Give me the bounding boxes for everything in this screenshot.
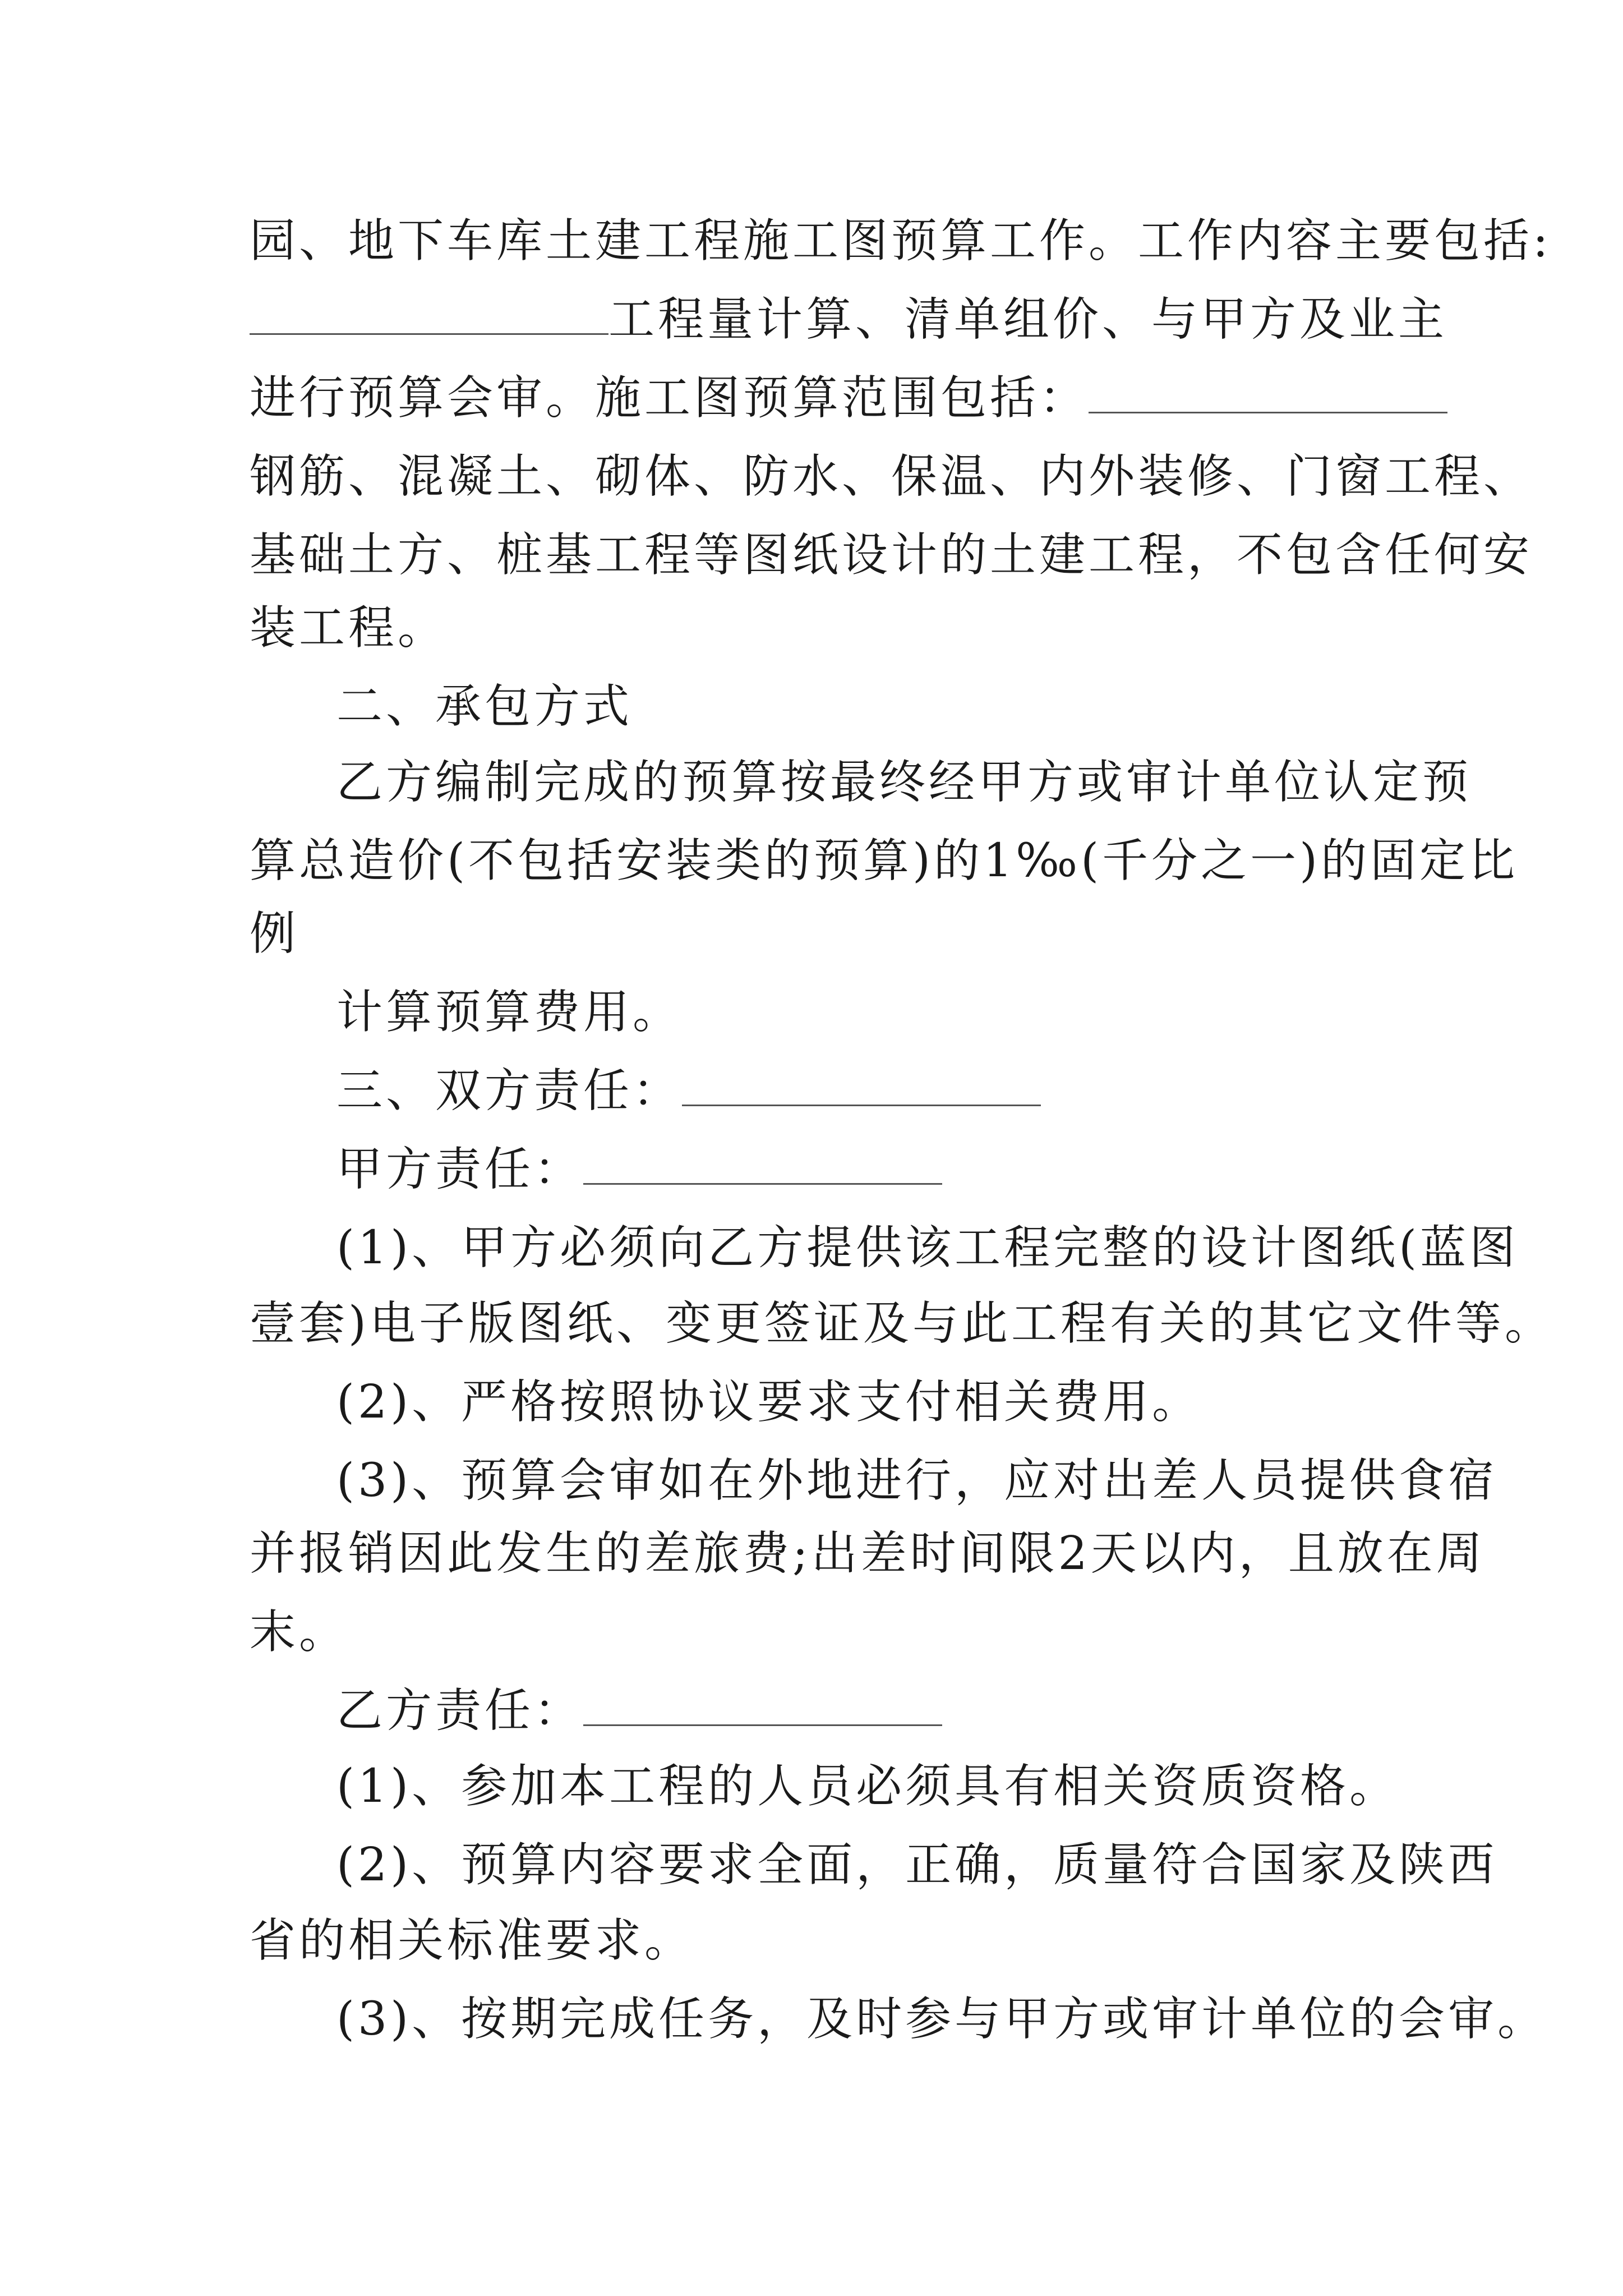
fill-in-blank [250, 293, 608, 335]
text-line: 园、地下车库土建工程施工图预算工作。工作内容主要包括: [250, 214, 1552, 268]
text-line: 末。 [250, 1605, 349, 1659]
text-line: (1)、参加本工程的人员必须具有相关资质资格。 [336, 1760, 1399, 1813]
fill-in-blank [682, 1064, 1041, 1106]
subsection-heading: 甲方责任： [336, 1142, 942, 1198]
text-line: 进行预算会审。施工图预算范围包括： [250, 370, 1447, 426]
text-line: (1)、甲方必须向乙方提供该工程完整的设计图纸(蓝图 [336, 1221, 1519, 1274]
fill-in-blank [1089, 371, 1447, 413]
section-heading: 二、承包方式 [336, 680, 633, 733]
text-line: (3)、按期完成任务，及时参与甲方或审计单位的会审。 [336, 1993, 1547, 2046]
text-line: (3)、预算会审如在外地进行，应对出差人员提供食宿 [336, 1454, 1498, 1507]
text-line: 计算预算费用。 [336, 986, 683, 1039]
text-line: 算总造价(不包括安装类的预算)的1‰(千分之一)的固定比 [250, 834, 1519, 887]
text-line: 省的相关标准要求。 [250, 1914, 694, 1967]
text-line: 钢筋、混凝土、砌体、防水、保温、内外装修、门窗工程、 [250, 450, 1533, 503]
section-heading: 三、双方责任： [336, 1063, 1041, 1119]
text-line: (2)、严格按照协议要求支付相关费用。 [336, 1375, 1202, 1429]
fill-in-blank [583, 1684, 942, 1726]
text-line: 乙方编制完成的预算按最终经甲方或审计单位认定预 [336, 756, 1472, 809]
text-line: 基础土方、桩基工程等图纸设计的土建工程，不包含任何安 [250, 528, 1533, 582]
text-line: (2)、预算内容要求全面，正确，质量符合国家及陕西 [336, 1838, 1498, 1892]
subsection-heading: 乙方责任： [336, 1683, 942, 1739]
fill-in-blank [583, 1143, 942, 1185]
text-line: 例 [250, 907, 299, 960]
text-line: 壹套)电子版图纸、变更签证及与此工程有关的其它文件等。 [250, 1297, 1554, 1350]
text-line: 并报销因此发生的差旅费;出差时间限2天以内，且放在周 [250, 1527, 1486, 1580]
text-line: 装工程。 [250, 601, 448, 655]
text-line: 工程量计算、清单组价、与甲方及业主 [250, 292, 1447, 348]
